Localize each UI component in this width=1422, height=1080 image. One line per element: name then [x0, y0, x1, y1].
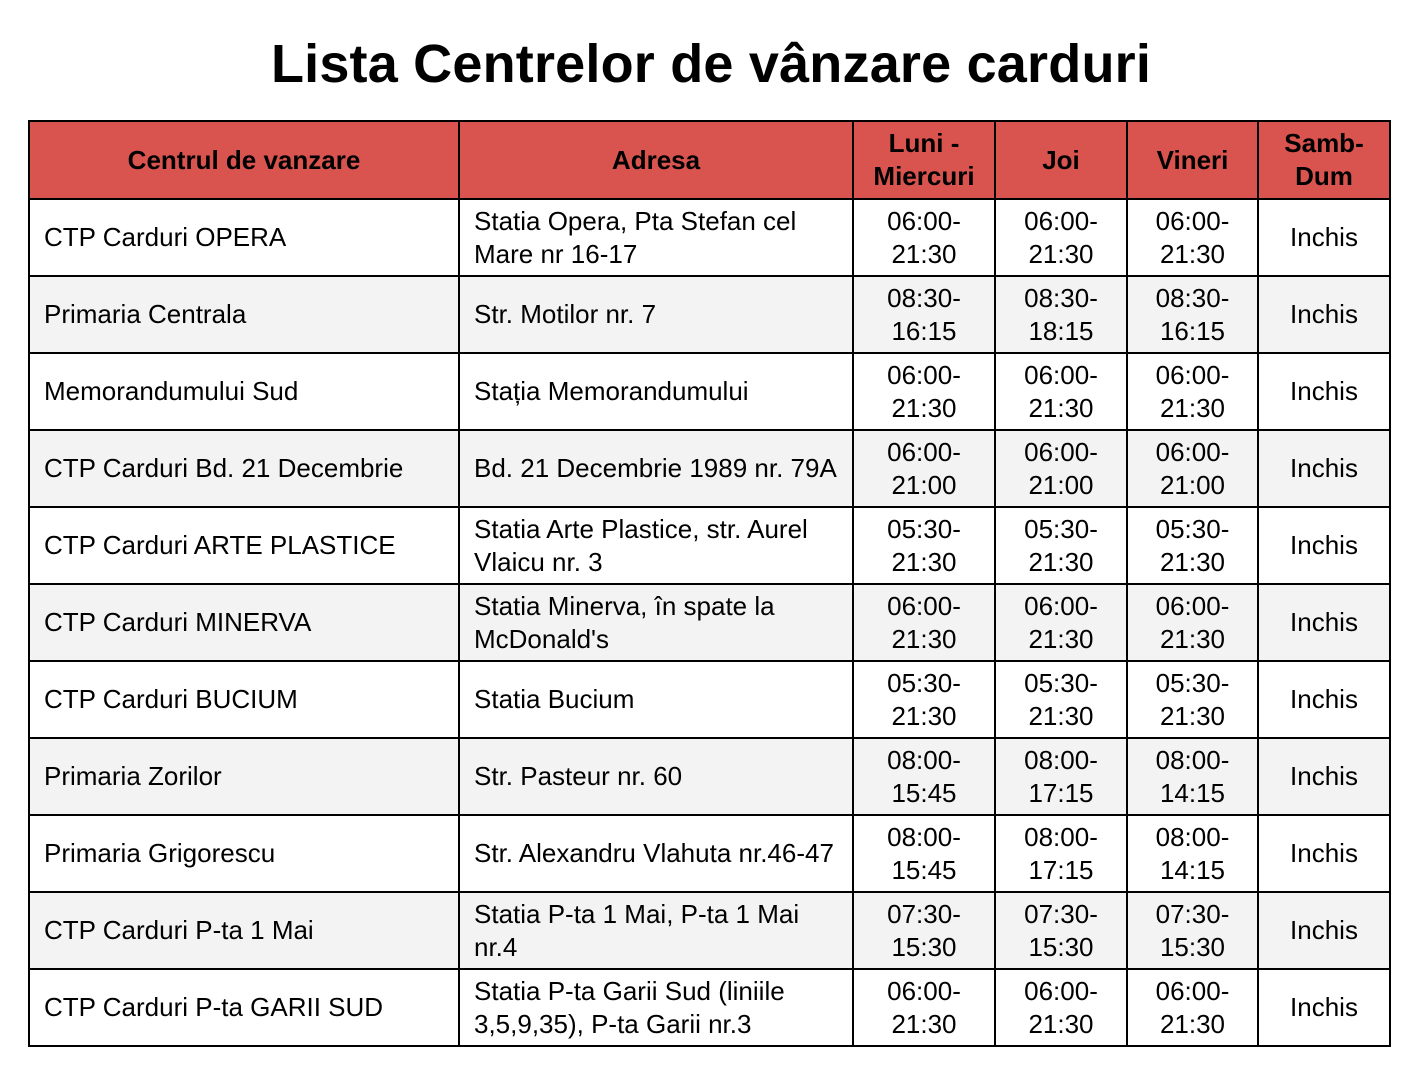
cell-weekend-text: Inchis — [1290, 992, 1358, 1022]
table-row — [29, 969, 1390, 1046]
cell-address — [459, 430, 853, 507]
table-row — [29, 276, 1390, 353]
table-row — [29, 892, 1390, 969]
cell-fri-text: 05:30- 21:30 — [1155, 513, 1230, 577]
cell-address — [459, 661, 853, 738]
cell-thu — [995, 276, 1127, 353]
header-thu — [995, 121, 1127, 199]
cell-weekend — [1258, 276, 1390, 353]
cell-address — [459, 276, 853, 353]
cell-mon-wed — [853, 199, 995, 276]
cell-thu — [995, 507, 1127, 584]
cell-center-text: CTP Carduri OPERA — [44, 222, 287, 252]
cell-fri-text: 06:00- 21:30 — [1155, 359, 1230, 423]
cell-fri-text: 05:30- 21:30 — [1155, 667, 1230, 731]
cell-fri — [1127, 969, 1258, 1046]
cell-thu — [995, 199, 1127, 276]
cell-fri — [1127, 815, 1258, 892]
table-row — [29, 430, 1390, 507]
cell-weekend — [1258, 584, 1390, 661]
header-mon-wed-label: Luni - Miercuri — [873, 128, 975, 191]
cell-mon-wed-text: 05:30- 21:30 — [887, 513, 961, 577]
cell-address-text: Statia P-ta Garii Sud (liniile 3,5,9,35), P-ta Garii nr.3 — [474, 975, 785, 1039]
cell-center-text: CTP Carduri ARTE PLASTICE — [44, 530, 396, 560]
cell-thu — [995, 661, 1127, 738]
cell-fri — [1127, 199, 1258, 276]
cell-fri — [1127, 584, 1258, 661]
cell-center — [29, 738, 459, 815]
cell-center — [29, 276, 459, 353]
cell-weekend-text: Inchis — [1290, 684, 1358, 714]
cell-mon-wed — [853, 738, 995, 815]
cell-mon-wed — [853, 969, 995, 1046]
cell-address-text: Statia P-ta 1 Mai, P-ta 1 Mai nr.4 — [474, 898, 800, 962]
cell-thu — [995, 430, 1127, 507]
cell-fri-text: 08:00- 14:15 — [1155, 821, 1230, 885]
cell-weekend — [1258, 199, 1390, 276]
cell-center-text: CTP Carduri P-ta GARII SUD — [44, 992, 384, 1022]
cell-thu-text: 08:00- 17:15 — [1024, 821, 1098, 885]
cell-address-text: Str. Pasteur nr. 60 — [474, 761, 683, 791]
header-weekend — [1258, 121, 1390, 199]
cell-address — [459, 815, 853, 892]
cell-address — [459, 199, 853, 276]
header-thu-label: Joi — [1042, 144, 1080, 175]
cell-thu-text: 05:30- 21:30 — [1024, 667, 1098, 731]
cell-mon-wed — [853, 584, 995, 661]
cell-fri — [1127, 738, 1258, 815]
table-row — [29, 199, 1390, 276]
cell-center — [29, 199, 459, 276]
cell-weekend-text: Inchis — [1290, 607, 1358, 637]
cell-thu-text: 06:00- 21:30 — [1024, 975, 1098, 1039]
cell-fri-text: 08:30- 16:15 — [1155, 282, 1230, 346]
cell-center — [29, 661, 459, 738]
cell-center-text: Primaria Zorilor — [44, 761, 222, 791]
cell-thu-text: 06:00- 21:30 — [1024, 205, 1098, 269]
cell-mon-wed — [853, 661, 995, 738]
table-row — [29, 507, 1390, 584]
cell-center — [29, 353, 459, 430]
cell-mon-wed-text: 08:00- 15:45 — [887, 744, 961, 808]
cell-center-text: Primaria Grigorescu — [44, 838, 276, 868]
cell-weekend-text: Inchis — [1290, 761, 1358, 791]
cell-mon-wed-text: 06:00- 21:30 — [887, 975, 961, 1039]
cell-fri-text: 06:00- 21:30 — [1155, 975, 1230, 1039]
cell-mon-wed-text: 08:30- 16:15 — [887, 282, 961, 346]
cell-mon-wed-text: 06:00- 21:00 — [887, 436, 961, 500]
page-title: Lista Centrelor de vânzare carduri — [270, 34, 1152, 94]
cell-address-text: Statia Bucium — [474, 684, 635, 714]
cell-fri-text: 08:00- 14:15 — [1155, 744, 1230, 808]
header-address — [459, 121, 853, 199]
cell-weekend — [1258, 815, 1390, 892]
cell-fri-text: 06:00- 21:30 — [1155, 590, 1230, 654]
sales-centers-table — [28, 120, 1391, 1047]
table-row — [29, 815, 1390, 892]
cell-weekend-text: Inchis — [1290, 453, 1358, 483]
cell-address — [459, 892, 853, 969]
header-center — [29, 121, 459, 199]
cell-weekend — [1258, 507, 1390, 584]
cell-address — [459, 969, 853, 1046]
header-center-label: Centrul de vanzare — [127, 144, 361, 175]
cell-mon-wed-text: 07:30- 15:30 — [887, 898, 961, 962]
cell-fri-text: 06:00- 21:00 — [1155, 436, 1230, 500]
cell-thu-text: 05:30- 21:30 — [1024, 513, 1098, 577]
cell-weekend-text: Inchis — [1290, 838, 1358, 868]
table-body — [29, 199, 1390, 1046]
cell-center-text: Primaria Centrala — [44, 299, 247, 329]
cell-thu — [995, 353, 1127, 430]
cell-weekend — [1258, 892, 1390, 969]
cell-weekend — [1258, 738, 1390, 815]
cell-fri — [1127, 276, 1258, 353]
cell-mon-wed-text: 08:00- 15:45 — [887, 821, 961, 885]
cell-address — [459, 353, 853, 430]
header-weekend-label: Samb- Dum — [1284, 128, 1364, 191]
cell-weekend-text: Inchis — [1290, 376, 1358, 406]
cell-mon-wed-text: 06:00- 21:30 — [887, 205, 961, 269]
cell-address-text: Statia Minerva, în spate la McDonald's — [474, 590, 775, 654]
cell-thu-text: 06:00- 21:30 — [1024, 359, 1098, 423]
cell-mon-wed — [853, 276, 995, 353]
cell-center-text: CTP Carduri Bd. 21 Decembrie — [44, 453, 404, 483]
cell-mon-wed — [853, 507, 995, 584]
cell-thu — [995, 738, 1127, 815]
cell-mon-wed-text: 06:00- 21:30 — [887, 590, 961, 654]
cell-center — [29, 815, 459, 892]
table-row — [29, 738, 1390, 815]
cell-fri — [1127, 353, 1258, 430]
cell-weekend-text: Inchis — [1290, 530, 1358, 560]
cell-fri-text: 06:00- 21:30 — [1155, 205, 1230, 269]
cell-weekend — [1258, 430, 1390, 507]
table-row — [29, 584, 1390, 661]
table-header-row — [29, 121, 1390, 199]
cell-weekend — [1258, 353, 1390, 430]
cell-thu-text: 08:30- 18:15 — [1024, 282, 1098, 346]
cell-address — [459, 584, 853, 661]
cell-fri — [1127, 507, 1258, 584]
cell-thu-text: 07:30- 15:30 — [1024, 898, 1098, 962]
cell-weekend-text: Inchis — [1290, 299, 1358, 329]
cell-address-text: Statia Opera, Pta Stefan cel Mare nr 16-17 — [474, 205, 797, 269]
cell-address-text: Stația Memorandumului — [474, 376, 749, 406]
cell-mon-wed — [853, 815, 995, 892]
cell-address-text: Str. Alexandru Vlahuta nr.46-47 — [474, 838, 834, 868]
cell-mon-wed — [853, 430, 995, 507]
cell-address-text: Bd. 21 Decembrie 1989 nr. 79A — [474, 453, 837, 483]
header-address-label: Adresa — [611, 144, 701, 175]
cell-thu-text: 08:00- 17:15 — [1024, 744, 1098, 808]
cell-center-text: CTP Carduri P-ta 1 Mai — [44, 915, 314, 945]
cell-center-text: CTP Carduri MINERVA — [44, 607, 312, 637]
cell-center — [29, 507, 459, 584]
cell-center — [29, 430, 459, 507]
cell-thu-text: 06:00- 21:00 — [1024, 436, 1098, 500]
cell-fri-text: 07:30- 15:30 — [1155, 898, 1230, 962]
cell-center — [29, 892, 459, 969]
cell-thu — [995, 584, 1127, 661]
cell-address-text: Str. Motilor nr. 7 — [474, 299, 657, 329]
cell-fri — [1127, 430, 1258, 507]
cell-weekend-text: Inchis — [1290, 222, 1358, 252]
cell-mon-wed-text: 05:30- 21:30 — [887, 667, 961, 731]
cell-fri — [1127, 661, 1258, 738]
cell-address-text: Statia Arte Plastice, str. Aurel Vlaicu nr. 3 — [474, 513, 808, 577]
header-fri — [1127, 121, 1258, 199]
cell-address — [459, 738, 853, 815]
cell-fri — [1127, 892, 1258, 969]
cell-weekend — [1258, 969, 1390, 1046]
cell-center — [29, 584, 459, 661]
table-row — [29, 661, 1390, 738]
cell-thu-text: 06:00- 21:30 — [1024, 590, 1098, 654]
header-fri-label: Vineri — [1156, 144, 1229, 175]
cell-mon-wed — [853, 892, 995, 969]
cell-mon-wed-text: 06:00- 21:30 — [887, 359, 961, 423]
cell-center — [29, 969, 459, 1046]
cell-thu — [995, 815, 1127, 892]
header-mon-wed — [853, 121, 995, 199]
cell-thu — [995, 892, 1127, 969]
cell-address — [459, 507, 853, 584]
cell-center-text: Memorandumului Sud — [44, 376, 299, 406]
cell-weekend — [1258, 661, 1390, 738]
cell-center-text: CTP Carduri BUCIUM — [44, 684, 298, 714]
cell-mon-wed — [853, 353, 995, 430]
cell-thu — [995, 969, 1127, 1046]
table-row — [29, 353, 1390, 430]
cell-weekend-text: Inchis — [1290, 915, 1358, 945]
